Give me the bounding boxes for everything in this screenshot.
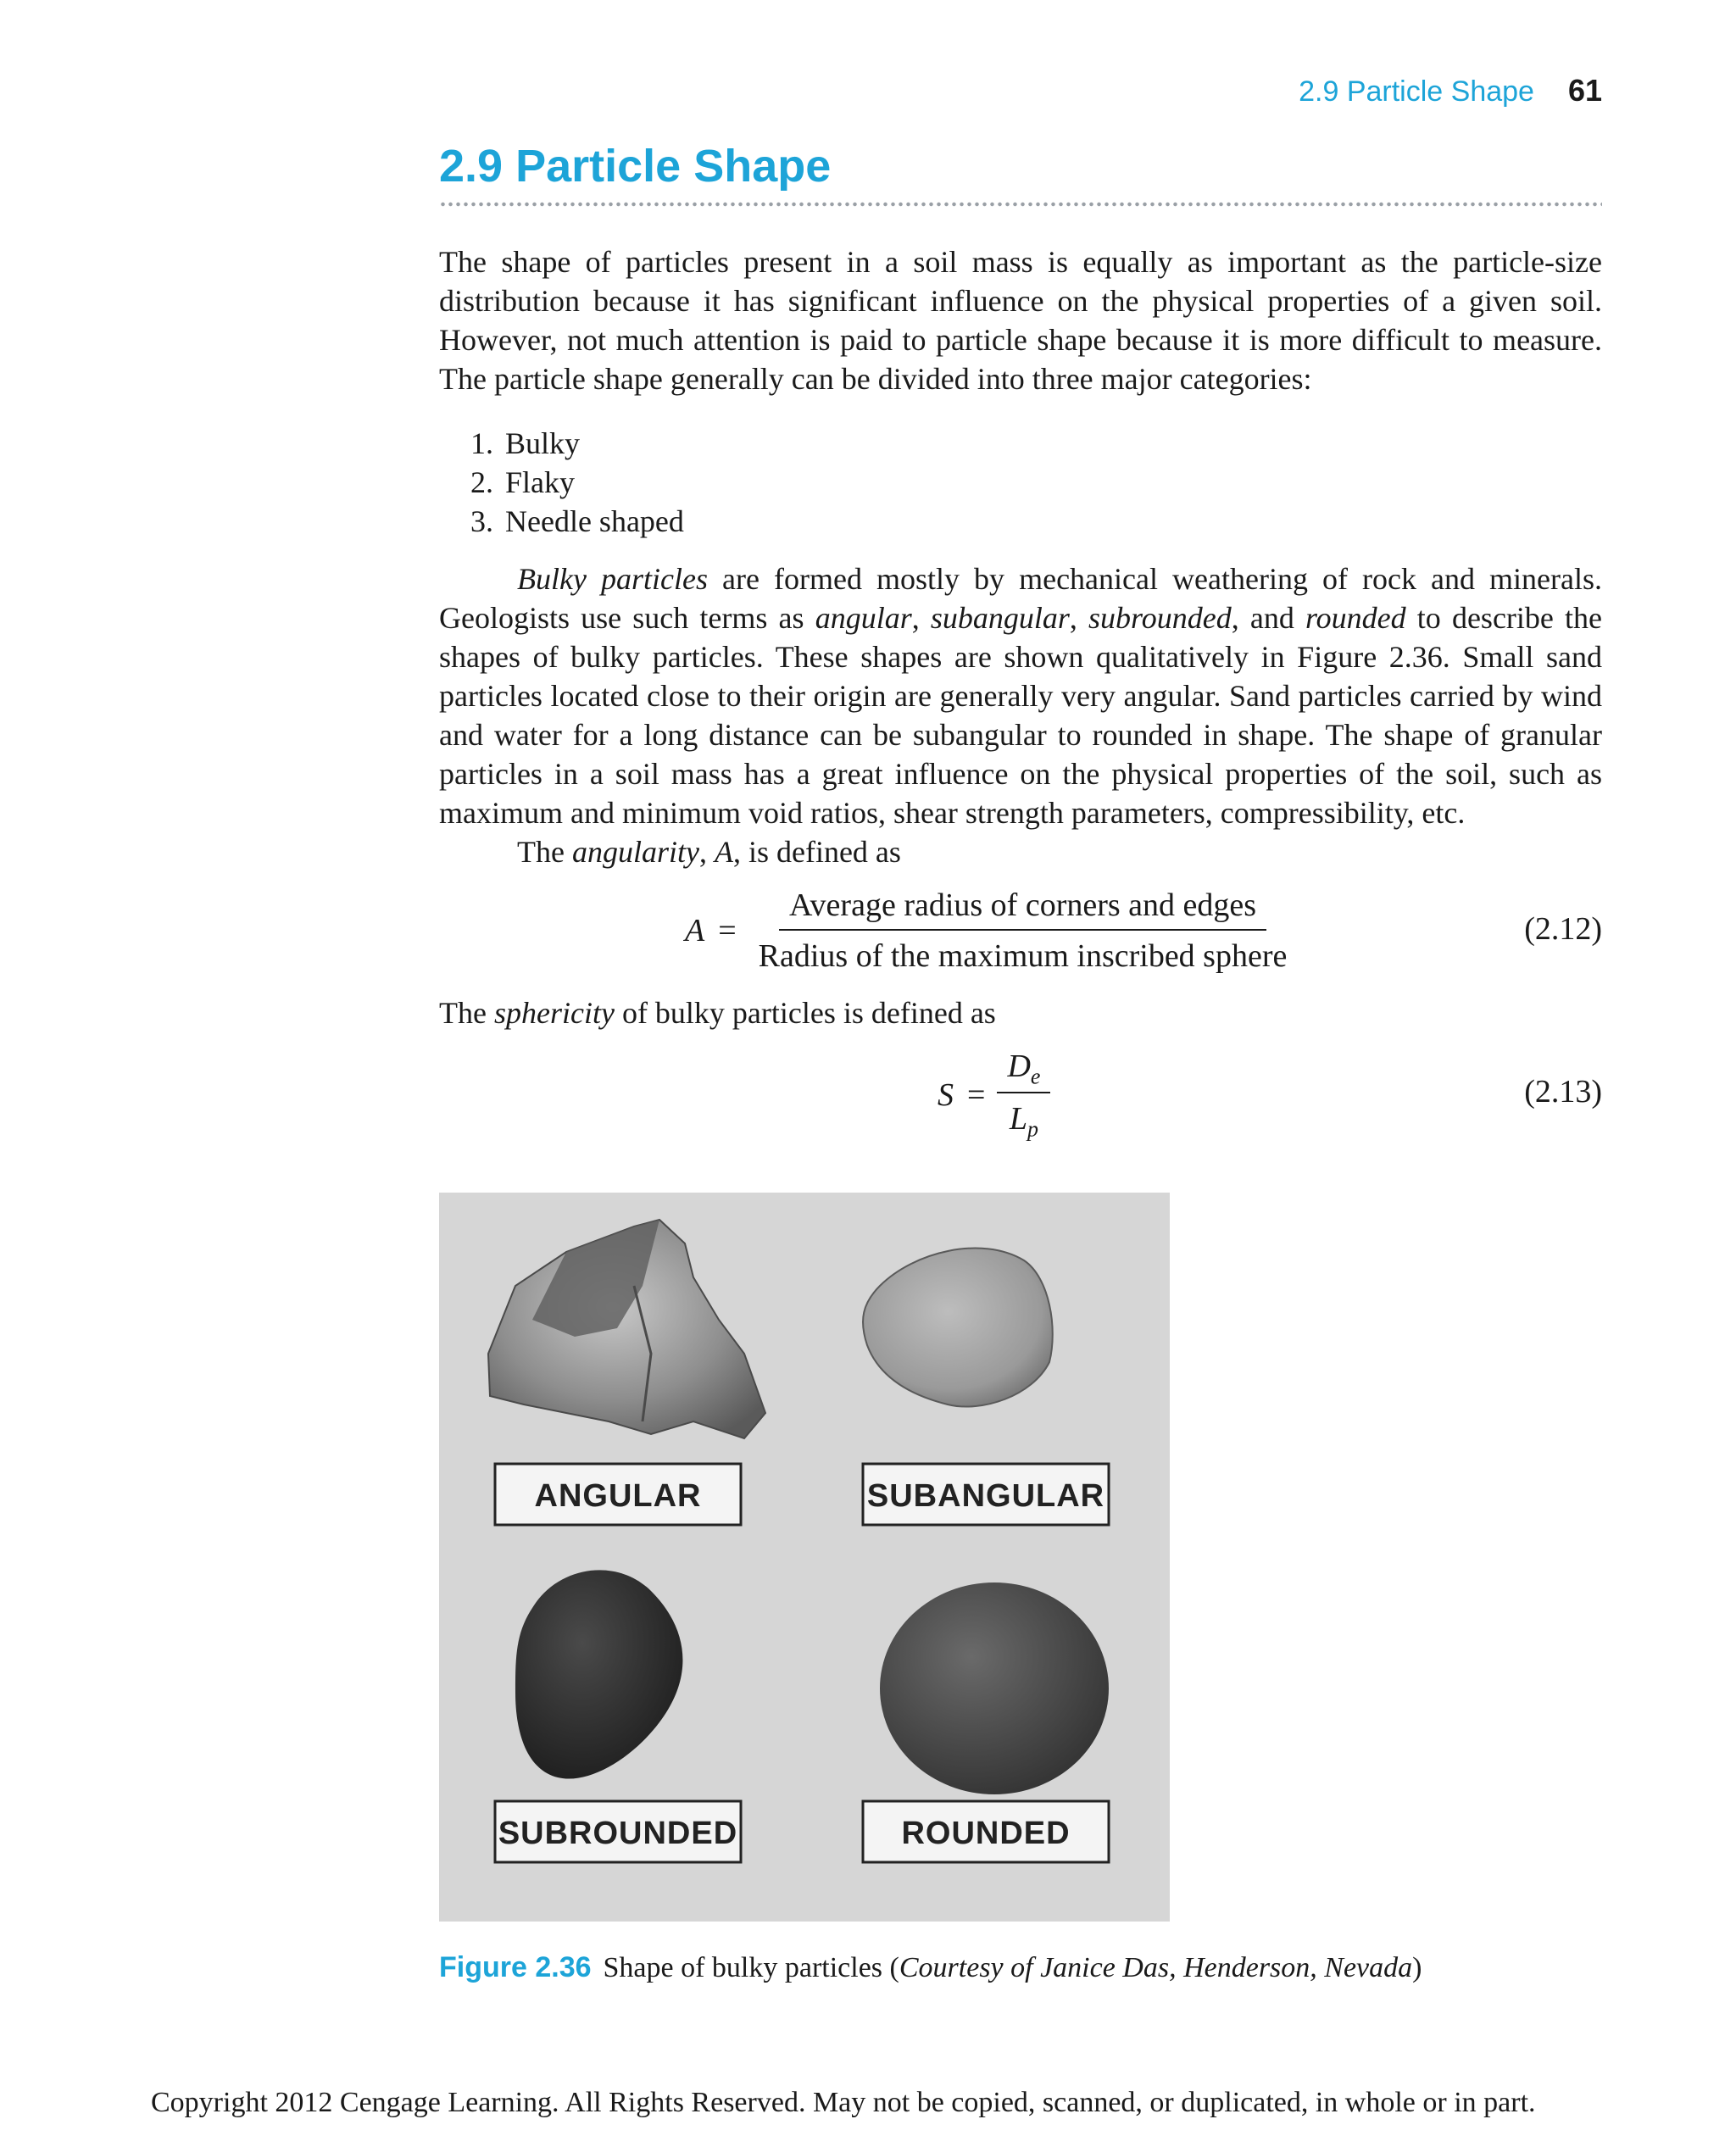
angularity-intro	[439, 832, 1602, 871]
running-head	[1299, 73, 1602, 108]
list-item-number: 1.	[470, 426, 493, 460]
figure-caption-text: Shape of bulky particles (	[603, 1952, 899, 1983]
term-bulky-particles: Bulky particles	[517, 562, 708, 596]
copyright-footer: Copyright 2012 Cengage Learning. All Rights Reserved. May not be copied, scanned, or duplicated, in whole or in part.	[151, 2087, 1536, 2118]
equation-2-12	[439, 887, 1602, 974]
angularity-mid: ,	[698, 835, 715, 869]
figure-caption-close: )	[1412, 1952, 1422, 1983]
bulky-paragraph	[439, 559, 1602, 832]
separator: ,	[1069, 601, 1089, 635]
sphericity-intro	[439, 993, 1602, 1032]
list-item-number: 2.	[470, 465, 493, 499]
eq-fraction	[997, 1048, 1050, 1142]
sphericity-pre: The	[439, 996, 494, 1030]
term-subangular: subangular	[930, 601, 1070, 635]
label-angular: ANGULAR	[534, 1478, 702, 1514]
eq-denominator: Radius of the maximum inscribed sphere	[758, 938, 1288, 974]
angularity-post: , is defined as	[732, 835, 901, 869]
term-angularity: angularity	[571, 835, 699, 869]
equation-number: (2.13)	[1524, 1074, 1602, 1110]
rounded-rock	[880, 1582, 1109, 1794]
symbol-a: A	[714, 835, 733, 869]
equation-number: (2.12)	[1524, 911, 1602, 947]
separator: ,	[911, 601, 931, 635]
running-head-title: 2.9 Particle Shape	[1299, 75, 1534, 108]
list-item-label: Bulky	[505, 426, 581, 460]
eq-fraction	[748, 887, 1298, 975]
label-subrounded: SUBROUNDED	[498, 1816, 738, 1851]
eq-d: D	[1007, 1048, 1031, 1084]
equation-2-12-body	[685, 887, 1297, 975]
eq-sub-p: p	[1027, 1116, 1038, 1142]
figure-caption-credit: Courtesy of Janice Das, Henderson, Nevada	[899, 1952, 1413, 1983]
eq-lhs: A	[685, 913, 705, 948]
term-subrounded: subrounded	[1088, 601, 1232, 635]
eq-equals: =	[718, 913, 737, 948]
eq-numerator	[997, 1048, 1050, 1093]
list-item	[439, 424, 684, 463]
bulky-text-1: are formed mostly by mechanical weathering of rock and minerals. Geologists use such terms as	[439, 562, 1603, 635]
list-item-number: 3.	[470, 504, 493, 538]
equation-2-13	[439, 1048, 1602, 1141]
term-rounded: rounded	[1305, 601, 1406, 635]
equation-2-13-body	[938, 1048, 1050, 1142]
figure-photo	[439, 1193, 1170, 1922]
eq-l: L	[1009, 1100, 1027, 1137]
list-item	[439, 502, 684, 541]
bulky-text-2: to describe the shapes of bulky particles. These shapes are shown qualitatively in Figure 2.36. Small sand particles located close to their origin are generally very angular. Sand particles carried by wind and water for a long distance can be subangular to rounded in shape. The shape of granular particles in a soil mass has a great influence on the physical properties of the soil, such as maximum and minimum void ratios, shear strength parameters, compressibility, etc.	[439, 601, 1603, 830]
figure-caption-label: Figure 2.36	[439, 1951, 592, 1983]
heading-dotted-rule	[439, 202, 1602, 207]
figure-2-36	[439, 1193, 1170, 1922]
intro-paragraph: The shape of particles present in a soil mass is equally as important as the particle-size distribution because it has significant influence on the physical properties of a given soil. However, not much attention is paid to particle shape because it is more difficult to measure. The particle shape generally can be divided into three major categories:	[439, 245, 1602, 396]
list-item-label: Needle shaped	[505, 504, 684, 538]
eq-numerator: Average radius of corners and edges	[779, 887, 1266, 931]
sphericity-post: of bulky particles is defined as	[614, 996, 996, 1030]
section-heading: 2.9 Particle Shape	[439, 141, 832, 192]
label-rounded: ROUNDED	[901, 1816, 1071, 1851]
angularity-pre: The	[517, 835, 572, 869]
label-subangular: SUBANGULAR	[866, 1478, 1105, 1514]
eq-sub-e: e	[1030, 1064, 1041, 1089]
eq-denominator	[999, 1093, 1049, 1143]
figure-caption	[439, 1951, 1422, 1984]
eq-equals: =	[967, 1076, 986, 1113]
list-item-label: Flaky	[505, 465, 576, 499]
list-item	[439, 463, 684, 502]
page-number: 61	[1567, 73, 1602, 108]
eq-lhs: S	[938, 1076, 954, 1113]
category-list	[439, 424, 684, 541]
term-angular: angular	[815, 601, 912, 635]
separator: , and	[1231, 601, 1305, 635]
term-sphericity: sphericity	[493, 996, 615, 1030]
